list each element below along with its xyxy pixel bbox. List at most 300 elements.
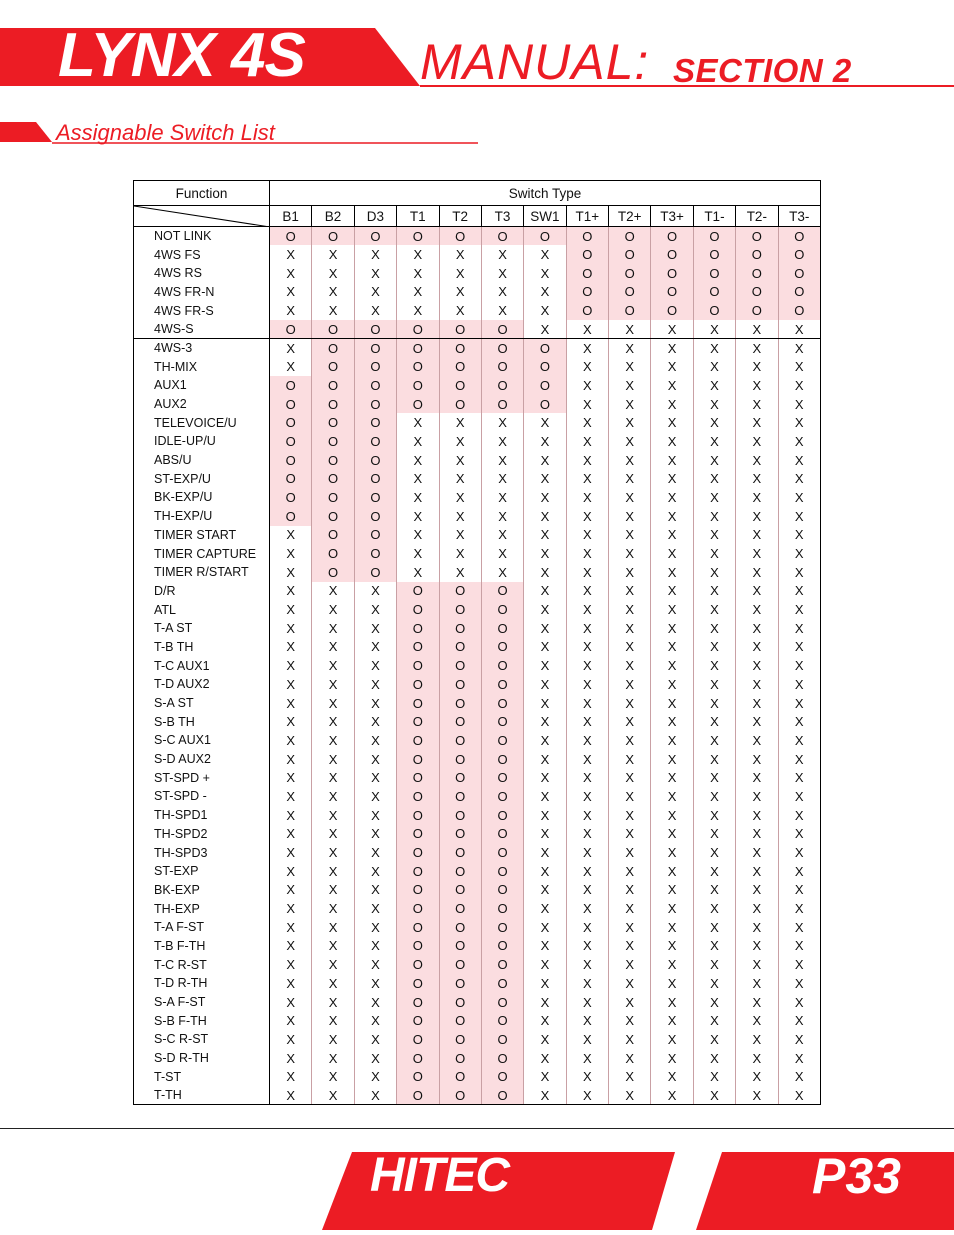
switch-cell: O [481,395,523,414]
switch-cell: X [566,320,608,339]
switch-cell: X [354,918,396,937]
switch-cell: O [397,656,439,675]
switch-cell: X [651,731,693,750]
switch-cell: X [693,376,735,395]
switch-cell: X [312,1011,354,1030]
switch-cell: X [481,264,523,283]
switch-cell: X [693,563,735,582]
switch-cell: O [693,245,735,264]
switch-cell: X [524,825,566,844]
switch-cell: O [481,376,523,395]
switch-cell: O [778,245,821,264]
switch-cell: O [524,395,566,414]
switch-cell: X [651,395,693,414]
switch-cell: O [354,563,396,582]
switch-cell: O [354,526,396,545]
switch-cell: X [270,843,312,862]
switch-cell: X [312,1086,354,1105]
switch-cell: X [524,1011,566,1030]
switch-cell: X [609,357,651,376]
switch-cell: O [736,301,778,320]
switch-cell: O [397,1030,439,1049]
switch-cell: O [397,227,439,246]
switch-cell: O [778,227,821,246]
switch-cell: X [736,413,778,432]
switch-cell: X [693,974,735,993]
switch-cell: X [609,825,651,844]
switch-cell: X [609,1086,651,1105]
switch-cell: X [354,1011,396,1030]
switch-cell: X [354,283,396,302]
switch-cell: O [397,806,439,825]
switch-cell: X [736,376,778,395]
switch-cell: X [736,1011,778,1030]
switch-cell: X [270,1011,312,1030]
switch-cell: X [736,750,778,769]
switch-cell: X [481,507,523,526]
switch-cell: O [312,339,354,358]
switch-cell: X [736,731,778,750]
switch-cell: X [524,432,566,451]
switch-cell: X [778,451,821,470]
switch-cell: X [312,1049,354,1068]
switch-cell: O [397,395,439,414]
switch-cell: X [609,469,651,488]
switch-cell: X [524,1086,566,1105]
switch-cell: X [736,675,778,694]
switch-cell: X [778,432,821,451]
switch-cell: X [651,413,693,432]
switch-cell: X [524,507,566,526]
switch-cell: X [736,600,778,619]
switch-cell: X [736,1030,778,1049]
switch-cell: X [693,488,735,507]
switch-cell: O [312,526,354,545]
switch-cell: X [566,413,608,432]
switch-cell: O [397,899,439,918]
switch-cell: X [397,563,439,582]
switch-cell: X [524,638,566,657]
switch-cell: X [778,825,821,844]
switch-cell: X [354,862,396,881]
manual-title: MANUAL: [420,34,650,90]
table-row [134,1067,821,1086]
switch-cell: X [397,264,439,283]
switch-cell: X [566,1086,608,1105]
switch-cell: X [312,993,354,1012]
switch-cell: O [312,469,354,488]
table-row [134,843,821,862]
switch-cell: X [312,731,354,750]
switch-cell: X [397,469,439,488]
switch-cell: O [609,245,651,264]
switch-cell: X [651,1049,693,1068]
switch-cell: O [481,1067,523,1086]
switch-cell: X [609,339,651,358]
switch-cell: X [566,1049,608,1068]
switch-cell: X [354,712,396,731]
switch-cell: X [693,712,735,731]
switch-cell: O [481,339,523,358]
switch-cell: X [566,1067,608,1086]
switch-cell: X [651,768,693,787]
switch-cell: X [609,1067,651,1086]
column-header: T2 [439,206,481,227]
switch-cell: O [609,227,651,246]
switch-cell: X [524,1049,566,1068]
table-row [134,245,821,264]
table-row [134,656,821,675]
function-name: AUX2 [134,395,270,414]
switch-cell: X [566,619,608,638]
switch-cell: X [778,974,821,993]
switch-cell: X [566,899,608,918]
switch-cell: O [354,339,396,358]
switch-cell: O [651,283,693,302]
function-name: T-A F-ST [134,918,270,937]
switch-cell: X [566,376,608,395]
table-row [134,469,821,488]
switch-cell: X [354,937,396,956]
switch-cell: X [566,638,608,657]
switch-cell: X [736,619,778,638]
switch-cell: O [439,1030,481,1049]
switch-cell: O [312,357,354,376]
switch-cell: X [566,1030,608,1049]
switch-cell: O [397,750,439,769]
switch-cell: X [609,507,651,526]
switch-cell: O [651,301,693,320]
switch-cell: X [312,955,354,974]
switch-cell: X [693,750,735,769]
function-name: D/R [134,582,270,601]
table-row [134,750,821,769]
column-header: T1- [693,206,735,227]
switch-cell: O [439,881,481,900]
switch-cell: X [609,899,651,918]
switch-cell: X [270,638,312,657]
function-name: T-C R-ST [134,955,270,974]
table-row [134,339,821,358]
switch-cell: X [354,899,396,918]
switch-cell: O [736,227,778,246]
switch-cell: X [693,395,735,414]
switch-cell: X [481,451,523,470]
switch-cell: O [312,488,354,507]
switch-cell: O [270,469,312,488]
function-name: NOT LINK [134,227,270,246]
switch-cell: X [609,862,651,881]
switch-cell: O [439,694,481,713]
switch-cell: X [481,245,523,264]
function-name: T-B F-TH [134,937,270,956]
switch-cell: X [736,843,778,862]
switch-cell: X [693,600,735,619]
table-row [134,526,821,545]
table-row [134,993,821,1012]
switch-cell: X [524,563,566,582]
switch-cell: X [481,544,523,563]
switch-cell: X [439,245,481,264]
table-row [134,301,821,320]
switch-cell: X [481,432,523,451]
switch-cell: X [439,264,481,283]
switch-cell: X [736,339,778,358]
switch-cell: X [651,656,693,675]
switch-cell: X [651,955,693,974]
function-name: TIMER R/START [134,563,270,582]
switch-cell: O [397,582,439,601]
table-row [134,600,821,619]
switch-cell: O [481,712,523,731]
switch-cell: X [312,806,354,825]
switch-cell: O [439,806,481,825]
column-header: T1+ [566,206,608,227]
switch-cell: X [693,918,735,937]
table-row [134,264,821,283]
switch-cell: O [397,918,439,937]
switch-cell: X [270,675,312,694]
switch-cell: O [524,227,566,246]
switch-cell: X [651,619,693,638]
switch-cell: O [439,750,481,769]
switch-cell: X [397,283,439,302]
switch-cell: X [270,600,312,619]
switch-cell: X [609,544,651,563]
switch-cell: X [354,638,396,657]
switch-cell: X [693,320,735,339]
function-name: 4WS-S [134,320,270,339]
switch-cell: X [270,245,312,264]
switch-cell: X [736,638,778,657]
switch-cell: O [397,600,439,619]
switch-cell: O [481,227,523,246]
switch-cell: X [693,993,735,1012]
switch-cell: X [524,469,566,488]
switch-cell: X [566,918,608,937]
switch-cell: X [736,937,778,956]
switch-cell: X [693,787,735,806]
switch-cell: X [609,1030,651,1049]
manual-model-title: LYNX 4S [58,21,305,90]
switch-cell: X [651,787,693,806]
switch-cell: X [736,563,778,582]
switch-cell: X [312,899,354,918]
switch-cell: O [439,395,481,414]
switch-cell: X [736,656,778,675]
switch-cell: X [693,451,735,470]
switch-cell: O [270,451,312,470]
switch-cell: X [778,619,821,638]
switch-cell: X [651,544,693,563]
switch-cell: X [693,825,735,844]
switch-cell: X [736,507,778,526]
switch-cell: O [397,694,439,713]
switch-cell: X [778,993,821,1012]
switch-cell: X [566,675,608,694]
table-row [134,582,821,601]
switch-cell: X [312,694,354,713]
switch-cell: X [524,806,566,825]
function-name: T-C AUX1 [134,656,270,675]
table-row [134,451,821,470]
switch-cell: X [778,507,821,526]
table-row [134,619,821,638]
switch-cell: X [778,881,821,900]
switch-cell: O [609,283,651,302]
switch-cell: X [651,638,693,657]
switch-cell: X [566,881,608,900]
function-name: T-D AUX2 [134,675,270,694]
switch-cell: X [354,787,396,806]
switch-cell: X [609,937,651,956]
switch-cell: O [439,656,481,675]
table-row [134,899,821,918]
switch-cell: X [270,881,312,900]
switch-cell: X [566,993,608,1012]
switch-cell: O [439,955,481,974]
switch-cell: X [736,768,778,787]
function-name: ST-SPD - [134,787,270,806]
switch-cell: O [693,283,735,302]
switch-cell: X [270,283,312,302]
switch-cell: X [736,1086,778,1105]
switch-cell: X [778,768,821,787]
switch-cell: X [609,675,651,694]
switch-cell: X [354,600,396,619]
switch-cell: X [312,264,354,283]
switch-cell: X [524,413,566,432]
switch-cell: X [778,899,821,918]
switch-cell: O [397,376,439,395]
switch-cell: X [397,451,439,470]
switch-cell: O [397,731,439,750]
table-row [134,395,821,414]
switch-cell: X [524,712,566,731]
switch-cell: O [439,582,481,601]
switch-cell: X [736,469,778,488]
switch-cell: X [566,974,608,993]
switch-cell: X [270,731,312,750]
switch-cell: X [439,544,481,563]
table-row [134,1011,821,1030]
switch-cell: X [778,1011,821,1030]
switch-cell: X [778,712,821,731]
switch-cell: X [270,694,312,713]
switch-cell: X [439,507,481,526]
switch-cell: X [312,843,354,862]
switch-cell: O [481,937,523,956]
switch-cell: O [566,245,608,264]
switch-cell: X [609,993,651,1012]
switch-cell: X [609,563,651,582]
switch-cell: X [778,526,821,545]
switch-cell: X [609,843,651,862]
switch-cell: O [481,1049,523,1068]
switch-cell: X [651,1011,693,1030]
switch-cell: X [651,526,693,545]
switch-cell: O [481,974,523,993]
switch-cell: O [397,638,439,657]
switch-cell: X [736,712,778,731]
switch-cell: X [736,825,778,844]
column-header: T2+ [609,206,651,227]
switch-cell: X [312,1030,354,1049]
switch-cell: O [354,469,396,488]
switch-cell: X [481,283,523,302]
switch-cell: X [524,787,566,806]
switch-cell: O [270,488,312,507]
switch-cell: O [481,843,523,862]
switch-cell: X [736,451,778,470]
switch-type-header: Switch Type [270,181,821,206]
switch-cell: X [778,1030,821,1049]
switch-cell: O [439,675,481,694]
switch-cell: X [693,843,735,862]
switch-cell: O [481,357,523,376]
switch-cell: X [778,320,821,339]
table-row [134,357,821,376]
switch-cell: O [397,825,439,844]
switch-cell: X [693,619,735,638]
switch-cell: X [693,694,735,713]
switch-cell: O [439,899,481,918]
switch-cell: X [354,731,396,750]
switch-cell: X [736,694,778,713]
switch-cell: X [778,731,821,750]
function-name: S-C R-ST [134,1030,270,1049]
switch-cell: O [397,339,439,358]
table-row [134,825,821,844]
switch-cell: X [270,526,312,545]
switch-cell: X [354,806,396,825]
switch-cell: O [354,507,396,526]
function-name: BK-EXP/U [134,488,270,507]
function-name: S-B F-TH [134,1011,270,1030]
table-row [134,283,821,302]
function-name: T-ST [134,1067,270,1086]
switch-cell: X [609,395,651,414]
function-name: TH-SPD2 [134,825,270,844]
switch-cell: X [524,918,566,937]
switch-cell: O [481,825,523,844]
switch-cell: X [270,563,312,582]
column-header: D3 [354,206,396,227]
switch-cell: X [693,357,735,376]
switch-cell: O [481,675,523,694]
switch-cell: O [397,1011,439,1030]
function-name: ATL [134,600,270,619]
function-name: S-C AUX1 [134,731,270,750]
table-row [134,488,821,507]
switch-cell: X [651,694,693,713]
switch-cell: X [354,768,396,787]
switch-cell: X [439,432,481,451]
switch-cell: X [778,357,821,376]
switch-cell: X [693,507,735,526]
switch-cell: X [270,712,312,731]
table-row [134,432,821,451]
switch-cell: X [397,245,439,264]
switch-cell: O [439,825,481,844]
switch-cell: X [270,806,312,825]
switch-cell: X [270,768,312,787]
switch-cell: X [312,245,354,264]
section-title: SECTION 2 [673,52,852,89]
switch-cell: X [651,507,693,526]
switch-cell: X [778,395,821,414]
switch-cell: X [651,675,693,694]
